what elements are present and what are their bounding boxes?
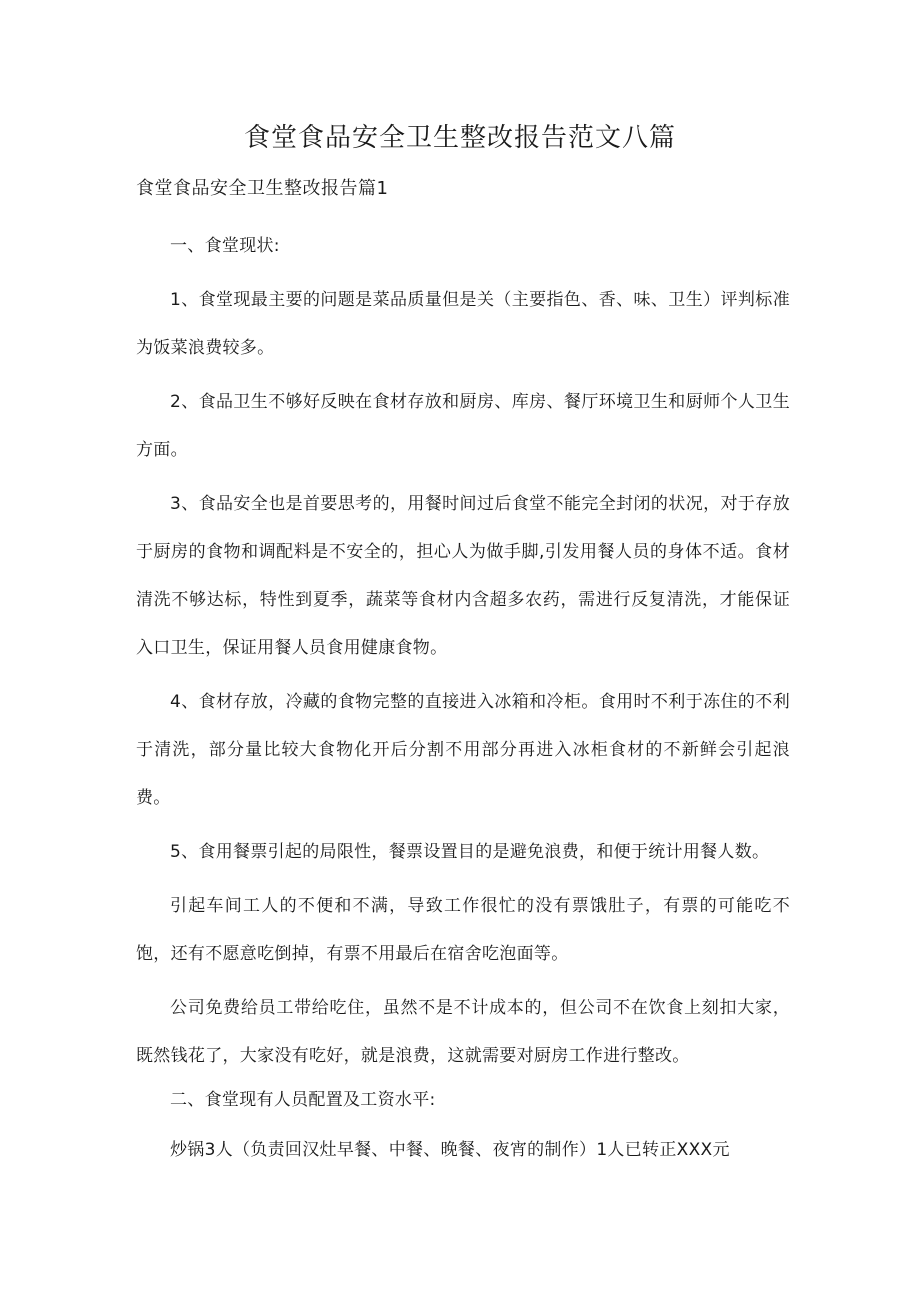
paragraph-item-3: 3、食品安全也是首要思考的，用餐时间过后食堂不能完全封闭的状况，对于存放于厨房的食物和调配料是不安全的，担心人为做手脚,引发用餐人员的身体不适。食材清洗不够达标，特性到夏季，蔬菜等食材内含超多农药，需进行反复清洗，才能保证入口卫生，保证用餐人员食用健康食物。 xyxy=(136,494,790,658)
paragraph-staff-wok: 炒锅3人（负责回汉灶早餐、中餐、晚餐、夜宵的制作）1人已转正XXX元 xyxy=(170,1140,730,1160)
paragraph-section-heading-1: 一、食堂现状: xyxy=(170,236,280,256)
paragraph-item-2: 2、食品卫生不够好反映在食材存放和厨房、库房、餐厅环境卫生和厨师个人卫生方面。 xyxy=(136,392,790,460)
document-body xyxy=(136,222,790,1174)
paragraph-item-4: 4、食材存放，冷藏的食物完整的直接进入冰箱和冷柜。食用时不利于冻住的不利于清洗，部分量比较大食物化开后分割不用部分再进入冰柜食材的不新鲜会引起浪费。 xyxy=(136,692,790,808)
paragraph-section-heading-2: 二、食堂现有人员配置及工资水平: xyxy=(170,1090,436,1110)
paragraph-item-1: 1、食堂现最主要的问题是菜品质量但是关（主要指色、香、味、卫生）评判标准为饭菜浪费较多。 xyxy=(136,290,790,358)
document-title: 食堂食品安全卫生整改报告范文八篇 xyxy=(243,123,676,153)
section-subtitle: 食堂食品安全卫生整改报告篇1 xyxy=(136,178,389,199)
paragraph-worker-complaints: 引起车间工人的不便和不满，导致工作很忙的没有票饿肚子，有票的可能吃不饱，还有不愿意吃倒掉，有票不用最后在宿舍吃泡面等。 xyxy=(136,896,790,964)
paragraph-item-5: 5、食用餐票引起的局限性，餐票设置目的是避免浪费，和便于统计用餐人数。 xyxy=(170,842,770,862)
paragraph-company-policy: 公司免费给员工带给吃住，虽然不是不计成本的，但公司不在饮食上刻扣大家，既然钱花了，大家没有吃好，就是浪费，这就需要对厨房工作进行整改。 xyxy=(136,998,790,1066)
